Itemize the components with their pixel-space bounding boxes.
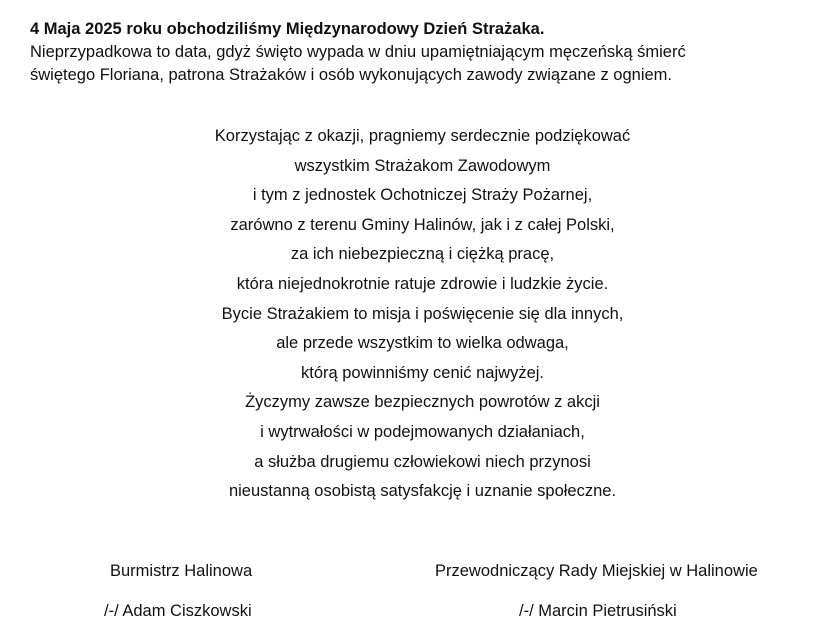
message-line: Korzystając z okazji, pragniemy serdecznie podziękować	[214, 127, 631, 145]
signature-left-title: Burmistrz Halinowa	[110, 562, 253, 580]
message-line: Bycie Strażakiem to misja i poświęcenie się dla innych,	[221, 304, 624, 323]
message-line: a służba drugiemu człowiekowi niech przynosi	[254, 452, 591, 471]
message-line: za ich niebezpieczną i ciężką pracę,	[290, 245, 555, 264]
message-line: którą powinniśmy cenić najwyżej.	[300, 363, 544, 382]
intro-line-2: świętego Floriana, patrona Strażaków i osób wykonujących zawody związane z ogniem.	[30, 66, 672, 84]
message-line: i wytrwałości w podejmowanych działaniach,	[260, 422, 585, 441]
message-line: ale przede wszystkim to wielka odwaga,	[276, 334, 569, 353]
message-line: i tym z jednostek Ochotniczej Straży Pożarnej,	[252, 186, 593, 205]
message-line: wszystkim Strażakom Zawodowym	[294, 156, 551, 175]
message-line: zarówno z terenu Gminy Halinów, jak i z całej Polski,	[230, 215, 615, 234]
headline: 4 Maja 2025 roku obchodziliśmy Międzynarodowy Dzień Strażaka.	[30, 20, 545, 38]
signature-right-title: Przewodniczący Rady Miejskiej w Halinowie	[435, 562, 758, 580]
thank-you-message	[0, 122, 832, 507]
signature-left-name: /-/ Adam Ciszkowski	[104, 602, 252, 620]
message-line: która niejednokrotnie ratuje zdrowie i ludzkie życie.	[236, 274, 609, 293]
intro-line-1: Nieprzypadkowa to data, gdyż święto wypada w dniu upamiętniającym męczeńską śmierć	[30, 43, 686, 61]
message-line: Życzymy zawsze bezpiecznych powrotów z akcji	[245, 393, 600, 412]
intro-paragraph	[30, 18, 820, 87]
signature-right-name: /-/ Marcin Pietrusiński	[519, 602, 677, 620]
message-line: nieustanną osobistą satysfakcję i uznanie społeczne.	[228, 482, 617, 501]
